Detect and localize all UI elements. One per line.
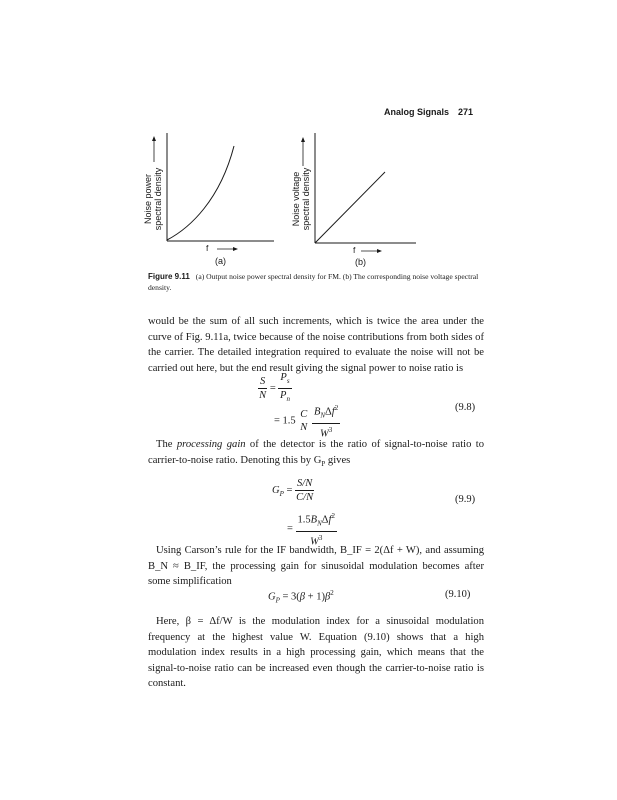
equation-9-8-line2: = 1.5 C N $\frac{B_N\Delta f^2}{W^3}$ <box>274 404 339 440</box>
figure-caption <box>148 271 488 293</box>
p2-text-c: gives <box>325 454 351 466</box>
p2-text-b: of the detector is the ratio of signal-to-noise ratio to carrier-to-noise ratio. Denoting this by G <box>148 439 484 466</box>
paragraph-2 <box>148 437 484 472</box>
paragraph-4: Here, β = Δf/W is the modulation index for a sinusoidal modulation frequency at the highest value W. Equation (9.10) shows that a high modulation index results in a high processing gain, which means that the signal-to-noise ratio can be increased even though the carrier-to-noise ratio is constant. <box>148 616 484 689</box>
panel-b-ylabel-line1: Noise voltage <box>291 171 301 227</box>
equation-9-9-number: (9.9) <box>455 494 476 505</box>
panel-a-ylabel-arrowhead <box>152 136 156 141</box>
page-number: 271 <box>458 107 474 117</box>
panel-a-ylabel <box>143 159 165 239</box>
fraction-ps-over-pn: $\frac{P_s}{P_n}$ <box>280 372 290 404</box>
paragraph-1: would be the sum of all such increments, which is twice the area under the curve of Fig. 9.11a, twice because of the noise contributions from both sides of the carrier. The detailed integration required to evaluate the noise will not be carried out here, but the end result giving the signal power to noise ratio is <box>148 316 484 374</box>
paragraph-3: Using Carson’s rule for the IF bandwidth, B_IF = 2(Δf + W), and assuming B_N ≈ B_IF, the processing gain for sinusoidal modulation becomes after some simplification <box>148 545 484 587</box>
fraction-15bn-df2-over-w3: $\frac{1.5B_N\Delta f^2}{W^3}$ <box>297 512 335 548</box>
p2-subscript: P <box>321 459 326 468</box>
panel-a-label: (a) <box>215 256 226 266</box>
fraction-bn-df2-over-w3: $\frac{B_N\Delta f^2}{W^3}$ <box>313 404 339 440</box>
equation-9-8-number: (9.8) <box>455 402 476 413</box>
panel-b-label: (b) <box>355 257 366 267</box>
running-header: Analog Signals <box>384 107 450 117</box>
p2-text-a: The <box>156 439 177 450</box>
panel-a-ylabel-line1: Noise power <box>143 173 153 225</box>
fraction-c-over-n: C N <box>300 409 308 434</box>
fraction-sn-over-cn: $\frac{S/N}{C/N}$ <box>296 478 314 503</box>
panel-b-noise-voltage-line <box>315 172 385 243</box>
caption-text: (a) Output noise power spectral density for FM. (b) The corresponding noise voltage spectral density. <box>148 272 479 292</box>
panel-a-axes <box>167 133 274 241</box>
panel-a-xlabel-arrowhead <box>233 247 238 251</box>
panel-b-xlabel: f <box>353 245 356 255</box>
panel-b-axes <box>315 133 416 243</box>
panel-a-xlabel: f <box>206 243 209 253</box>
equation-9-10-number: (9.10) <box>445 589 471 600</box>
caption-label: Figure 9.11 <box>148 272 190 281</box>
panel-b-ylabel <box>291 159 313 239</box>
p2-emphasis: processing gain <box>176 439 246 450</box>
equation-9-9-line2: = $\frac{1.5B_N\Delta f^2}{W^3}$ <box>287 512 335 548</box>
panel-a-ylabel-line2: spectral density <box>153 167 163 231</box>
equation-9-9-line1: $G_P$ = $\frac{S/N}{C/N}$ <box>272 478 314 503</box>
equation-9-10: $G_P = 3(\beta + 1)\beta^2$ <box>268 589 334 605</box>
panel-b-ylabel-arrowhead <box>301 137 305 142</box>
panel-b-ylabel-line2: spectral density <box>301 167 311 231</box>
panel-b-xlabel-arrowhead <box>377 249 382 253</box>
panel-a-noise-power-curve <box>167 146 234 240</box>
fraction-s-over-n: $\frac{S}{N}$ <box>259 376 267 402</box>
equation-9-8-line1: $\frac{S}{N}$ = $\frac{P_s}{P_n}$ <box>258 371 292 406</box>
